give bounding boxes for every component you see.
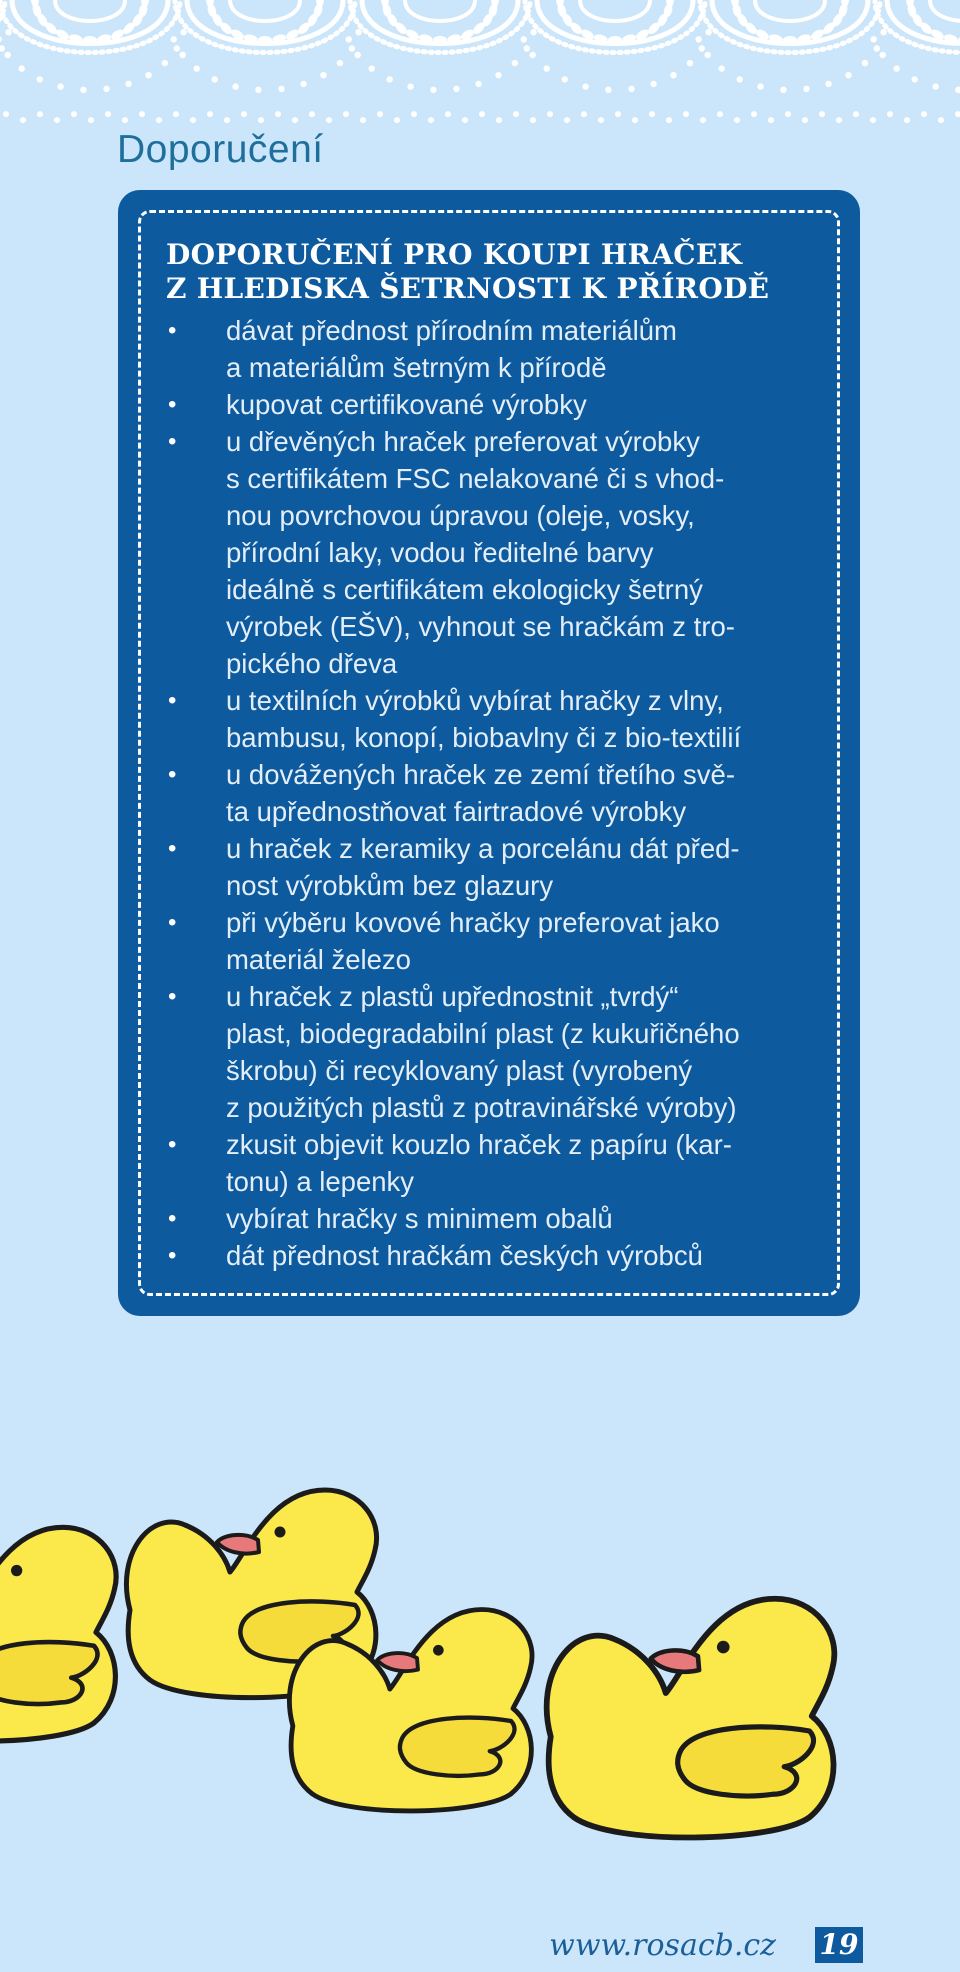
bullet-icon: • xyxy=(168,761,177,788)
lace-border-decoration xyxy=(0,0,960,135)
bullet-icon: • xyxy=(168,687,177,714)
bullet-icon: • xyxy=(168,317,177,344)
recommendation-line: škrobu) či recyklovaný plast (vyrobený xyxy=(226,1055,693,1086)
lace-scallop xyxy=(525,0,705,53)
website-url[interactable]: www.rosacb.cz xyxy=(549,1928,776,1963)
lace-scallop xyxy=(700,0,880,53)
recommendation-line: dát přednost hračkám českých výrobců xyxy=(226,1240,703,1271)
recommendation-line: přírodní laky, vodou ředitelné barvy xyxy=(226,537,654,568)
recommendation-line: u hraček z plastů upřednostnit „tvrdý“ xyxy=(226,981,679,1012)
recommendation-line: ta upřednostňovat fairtradové výrobky xyxy=(226,796,687,827)
recommendation-item xyxy=(166,682,832,756)
recommendation-item xyxy=(166,312,832,386)
bullet-icon: • xyxy=(168,909,177,936)
recommendation-item xyxy=(166,423,832,682)
recommendation-line: vybírat hračky s minimem obalů xyxy=(226,1203,613,1234)
recommendation-item xyxy=(166,978,832,1126)
recommendation-line: nou povrchovou úpravou (oleje, vosky, xyxy=(226,500,695,531)
recommendation-line: s certifikátem FSC nelakované či s vhod- xyxy=(226,463,725,494)
recommendation-line: ideálně s certifikátem ekologicky šetrný xyxy=(226,574,703,605)
recommendation-item xyxy=(166,830,832,904)
recommendation-line: tonu) a lepenky xyxy=(226,1166,415,1197)
bullet-icon: • xyxy=(168,1242,177,1269)
rubber-ducks-illustration xyxy=(0,1470,960,1880)
bullet-icon: • xyxy=(168,391,177,418)
page-title: Doporučení xyxy=(117,128,324,171)
lace-scallop xyxy=(875,0,960,53)
recommendation-line: bambusu, konopí, biobavlny či z bio-textilií xyxy=(226,722,742,753)
recommendations-content xyxy=(166,238,832,1274)
lace-scallop xyxy=(175,0,355,53)
recommendation-item xyxy=(166,1237,832,1274)
duck-drawing xyxy=(0,1527,116,1741)
lace-scallop xyxy=(0,0,180,53)
bullet-icon: • xyxy=(168,428,177,455)
bullet-icon: • xyxy=(168,983,177,1010)
recommendation-line: u hraček z keramiky a porcelánu dát před- xyxy=(226,833,740,864)
recommendation-item xyxy=(166,1126,832,1200)
recommendations-list xyxy=(166,312,832,1274)
recommendation-line: nost výrobkům bez glazury xyxy=(226,870,554,901)
recommendation-line: výrobek (EŠV), vyhnout se hračkám z tro- xyxy=(226,611,735,642)
bullet-icon: • xyxy=(168,1131,177,1158)
page-number: 19 xyxy=(815,1927,863,1963)
recommendation-item xyxy=(166,1200,832,1237)
recommendation-line: zkusit objevit kouzlo hraček z papíru (kar- xyxy=(226,1129,732,1160)
recommendation-item xyxy=(166,756,832,830)
box-heading-line: DOPORUČENÍ PRO KOUPI HRAČEK xyxy=(166,238,743,271)
duck-drawing xyxy=(547,1599,835,1838)
recommendation-line: při výběru kovové hračky preferovat jako xyxy=(226,907,720,938)
recommendation-line: kupovat certifikované výrobky xyxy=(226,389,587,420)
lace-scallop xyxy=(350,0,530,53)
box-heading xyxy=(166,238,832,306)
bullet-icon: • xyxy=(168,1205,177,1232)
recommendation-line: materiál železo xyxy=(226,944,411,975)
recommendation-line: z použitých plastů z potravinářské výroby) xyxy=(226,1092,737,1123)
recommendation-line: plast, biodegradabilní plast (z kukuřičného xyxy=(226,1018,740,1049)
recommendation-line: u dřevěných hraček preferovat výrobky xyxy=(226,426,700,457)
recommendation-line: u textilních výrobků vybírat hračky z vlny, xyxy=(226,685,724,716)
recommendation-line: u dovážených hraček ze zemí třetího svě- xyxy=(226,759,735,790)
bullet-icon: • xyxy=(168,835,177,862)
recommendation-line: pického dřeva xyxy=(226,648,398,679)
recommendation-item xyxy=(166,386,832,423)
box-heading-line: Z HLEDISKA ŠETRNOSTI K PŘÍRODĚ xyxy=(166,272,770,305)
recommendation-line: a materiálům šetrným k přírodě xyxy=(226,352,607,383)
recommendation-item xyxy=(166,904,832,978)
recommendations-box xyxy=(118,190,860,1316)
duck-drawing xyxy=(289,1610,532,1811)
recommendation-line: dávat přednost přírodním materiálům xyxy=(226,315,677,346)
